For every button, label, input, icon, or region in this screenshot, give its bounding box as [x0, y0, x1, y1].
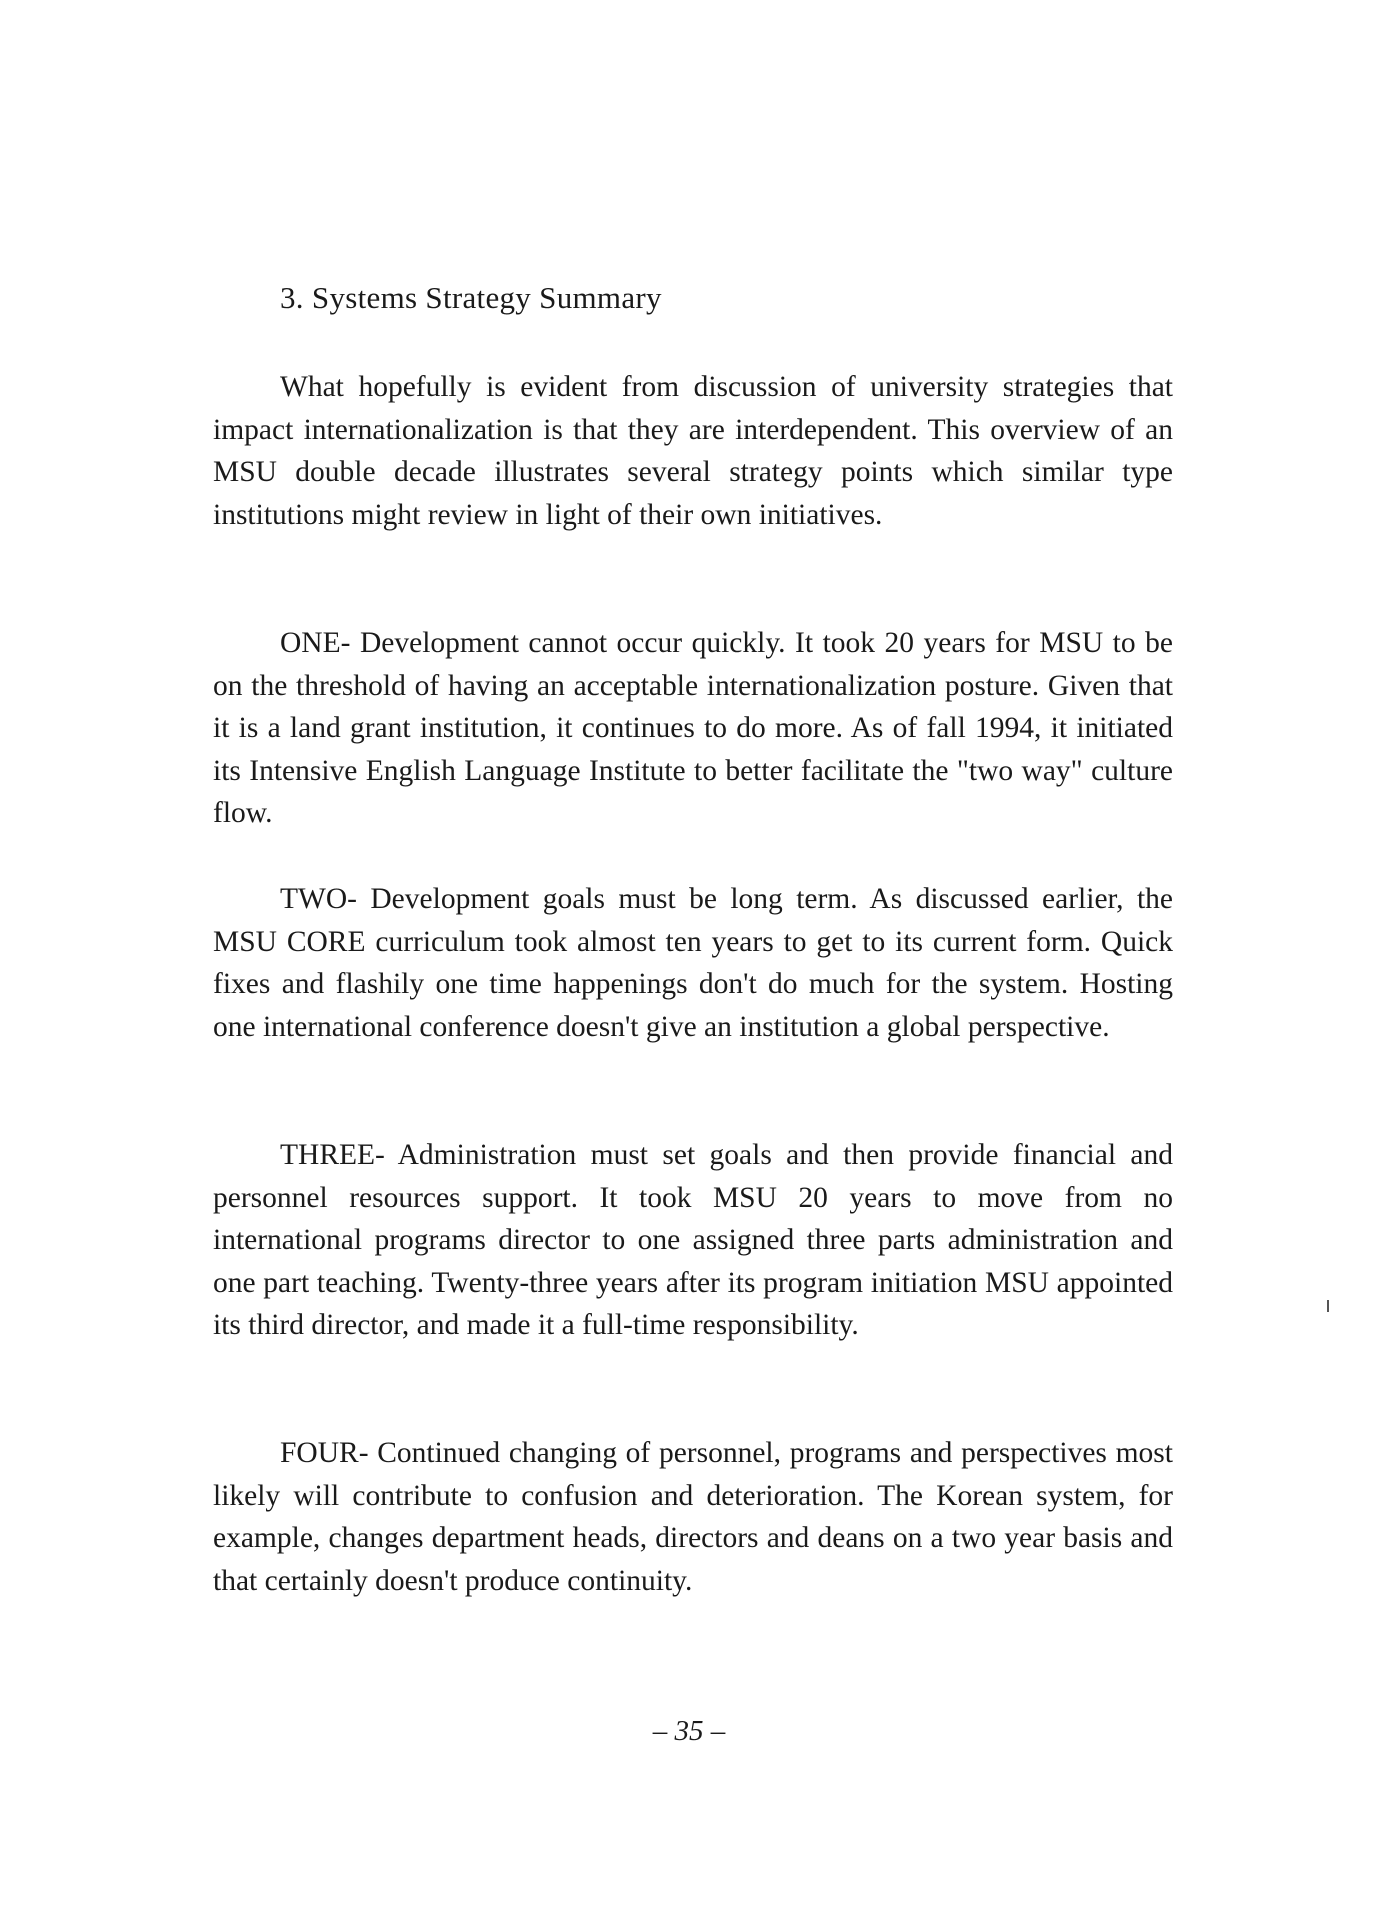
- page-number: – 35 –: [652, 1715, 726, 1747]
- scan-artifact-mark: [1327, 1300, 1329, 1312]
- paragraph-three: THREE- Administration must set goals and then provide financial and personnel resources support. It took MSU 20 years to move from no international programs director to one assigned three parts administration and one part teaching. Twenty-three years after its program initiation MSU appointed its third director, and made it a full-time responsibility.: [213, 1139, 1173, 1341]
- paragraph-one: ONE- Development cannot occur quickly. It took 20 years for MSU to be on the threshold of having an acceptable internationalization posture. Given that it is a land grant institution, it continues to do more. As of fall 1994, it initiated its Intensive English Language Institute to better facilitate the "two way" culture flow.: [213, 627, 1173, 829]
- paragraph-four: FOUR- Continued changing of personnel, programs and perspectives most likely will contribute to confusion and deterioration. The Korean system, for example, changes department heads, directors and deans on a two year basis and that certainly doesn't produce continuity.: [213, 1437, 1173, 1597]
- paragraph-two: TWO- Development goals must be long term. As discussed earlier, the MSU CORE curriculum took almost ten years to get to its current form. Quick fixes and flashily one time happenings don't do much for the system. Hosting one international conference doesn't give an institution a global perspective.: [213, 883, 1173, 1043]
- paragraph-intro: What hopefully is evident from discussion of university strategies that impact internationalization is that they are interdependent. This overview of an MSU double decade illustrates several strategy points which similar type institutions might review in light of their own initiatives.: [213, 371, 1173, 531]
- section-heading: 3. Systems Strategy Summary: [280, 280, 662, 315]
